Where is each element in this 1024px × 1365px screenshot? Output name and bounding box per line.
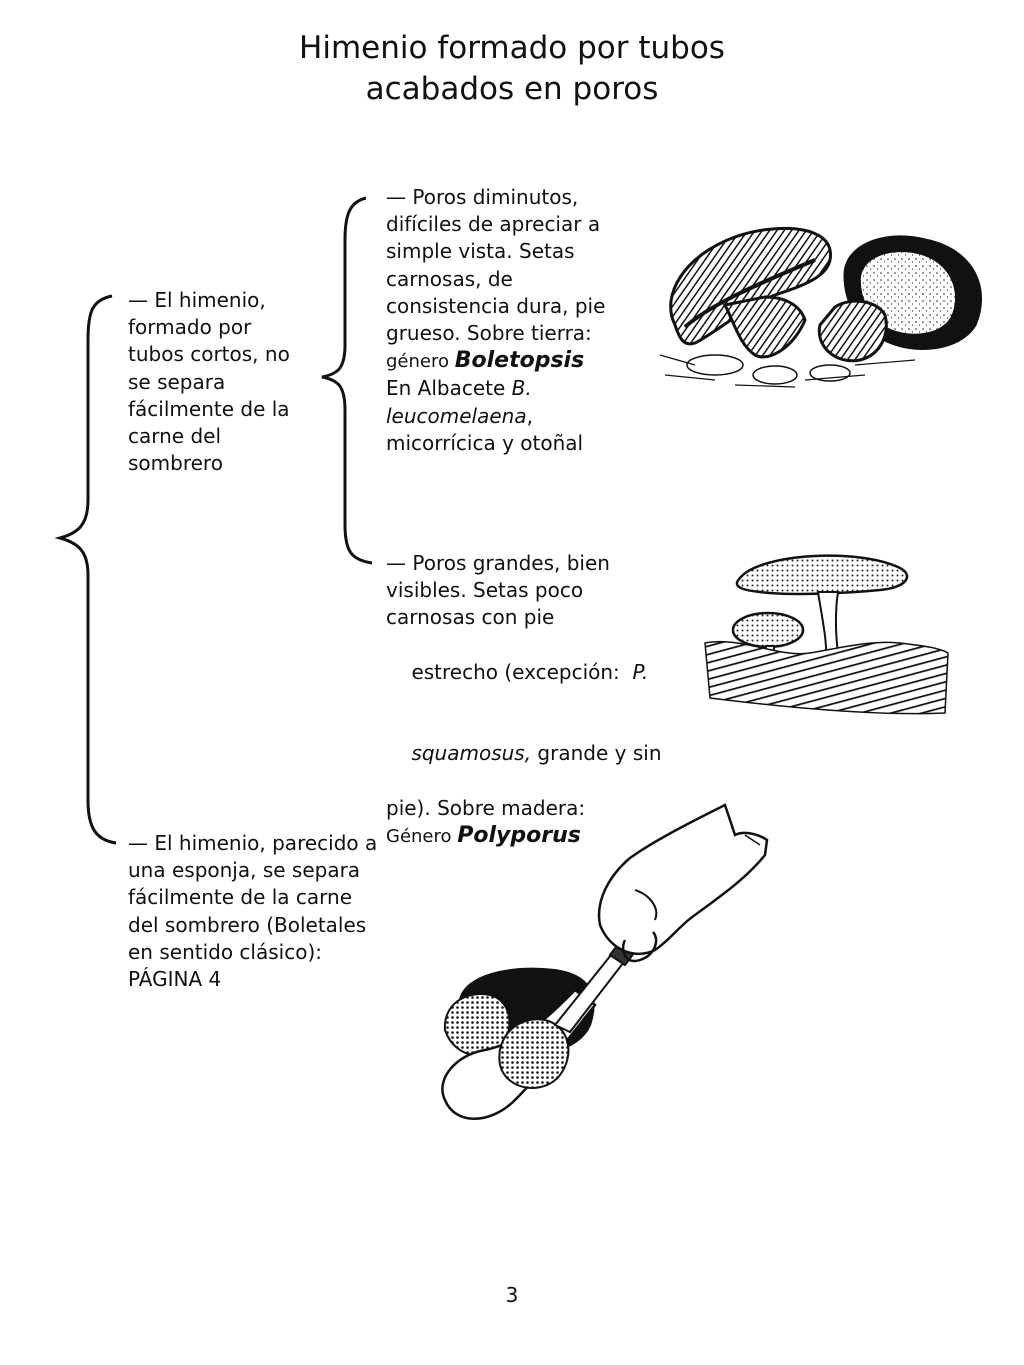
title-line-1: Himenio formado por tubos (299, 30, 725, 66)
species-epithet: leucomelaena (386, 403, 527, 428)
genus-prefix: género (386, 351, 455, 373)
excepcion-epithet: squamosus, (411, 741, 532, 766)
text-line: en sentido clásico): (128, 939, 322, 964)
inner-brace (322, 198, 372, 563)
outer-brace (60, 296, 116, 843)
text-line: carne del (128, 424, 222, 449)
text-line: fácilmente de la (128, 396, 290, 421)
hand-bolete-illustration (415, 800, 775, 1145)
excepcion-abbr: P. (632, 659, 649, 684)
text-line: — Poros grandes, bien (386, 551, 610, 575)
squamosus-line (386, 713, 662, 795)
text-line: del sombrero (Boletales (128, 912, 367, 937)
text-line: simple vista. Setas (386, 239, 575, 264)
left-bottom-text (128, 830, 377, 993)
ground (705, 642, 948, 714)
species-abbr: B. (511, 376, 532, 401)
text-line: — Poros diminutos, (386, 185, 579, 209)
hand (599, 805, 767, 954)
text-line: carnosas con pie (386, 605, 555, 630)
text-line: carnosas, de (386, 266, 513, 291)
left-top-text (128, 287, 290, 477)
albacete-prefix: En Albacete (386, 376, 512, 401)
excepcion-line (386, 632, 662, 714)
text-line: sombrero (128, 451, 223, 476)
right-top-text (386, 184, 605, 457)
genus-line (386, 347, 605, 375)
text-line: consistencia dura, pie (386, 293, 606, 318)
boletopsis-illustration (655, 215, 1005, 405)
text-line: formado por (128, 315, 252, 340)
title-line-2: acabados en poros (365, 71, 659, 107)
right-hymenium (499, 1019, 568, 1088)
genus-name-polyporus: Polyporus (457, 823, 581, 849)
genus-prefix: Género (386, 826, 458, 848)
text-line: difíciles de apreciar a (386, 212, 601, 237)
text-line: micorrícica y otoñal (386, 430, 584, 455)
text-line: una esponja, se separa (128, 858, 361, 883)
text-line: — El himenio, (128, 288, 266, 312)
text-line: se separa (128, 369, 226, 394)
small-cap (733, 613, 803, 647)
text-line: visibles. Setas poco (386, 578, 584, 603)
text-line: PÁGINA 4 (128, 967, 222, 992)
text-line: — El himenio, parecido a (128, 831, 378, 855)
text-line: tubos cortos, no (128, 342, 290, 367)
excepcion-suffix: grande y sin (531, 741, 662, 766)
excepcion-prefix: estrecho (excepción: (411, 659, 633, 684)
albacete-line (386, 375, 605, 402)
text-line: fácilmente de la carne (128, 885, 353, 910)
polyporus-illustration (700, 548, 950, 718)
text-line: grueso. Sobre tierra: (386, 321, 592, 346)
genus-name-boletopsis: Boletopsis (454, 348, 585, 374)
left-stem (725, 297, 805, 357)
page-number: 3 (505, 1283, 519, 1307)
right-stem (819, 301, 886, 361)
species-suffix: , (526, 403, 533, 428)
species-line (386, 403, 605, 430)
large-cap (737, 556, 907, 594)
text-line: pie). Sobre madera: (386, 795, 586, 820)
